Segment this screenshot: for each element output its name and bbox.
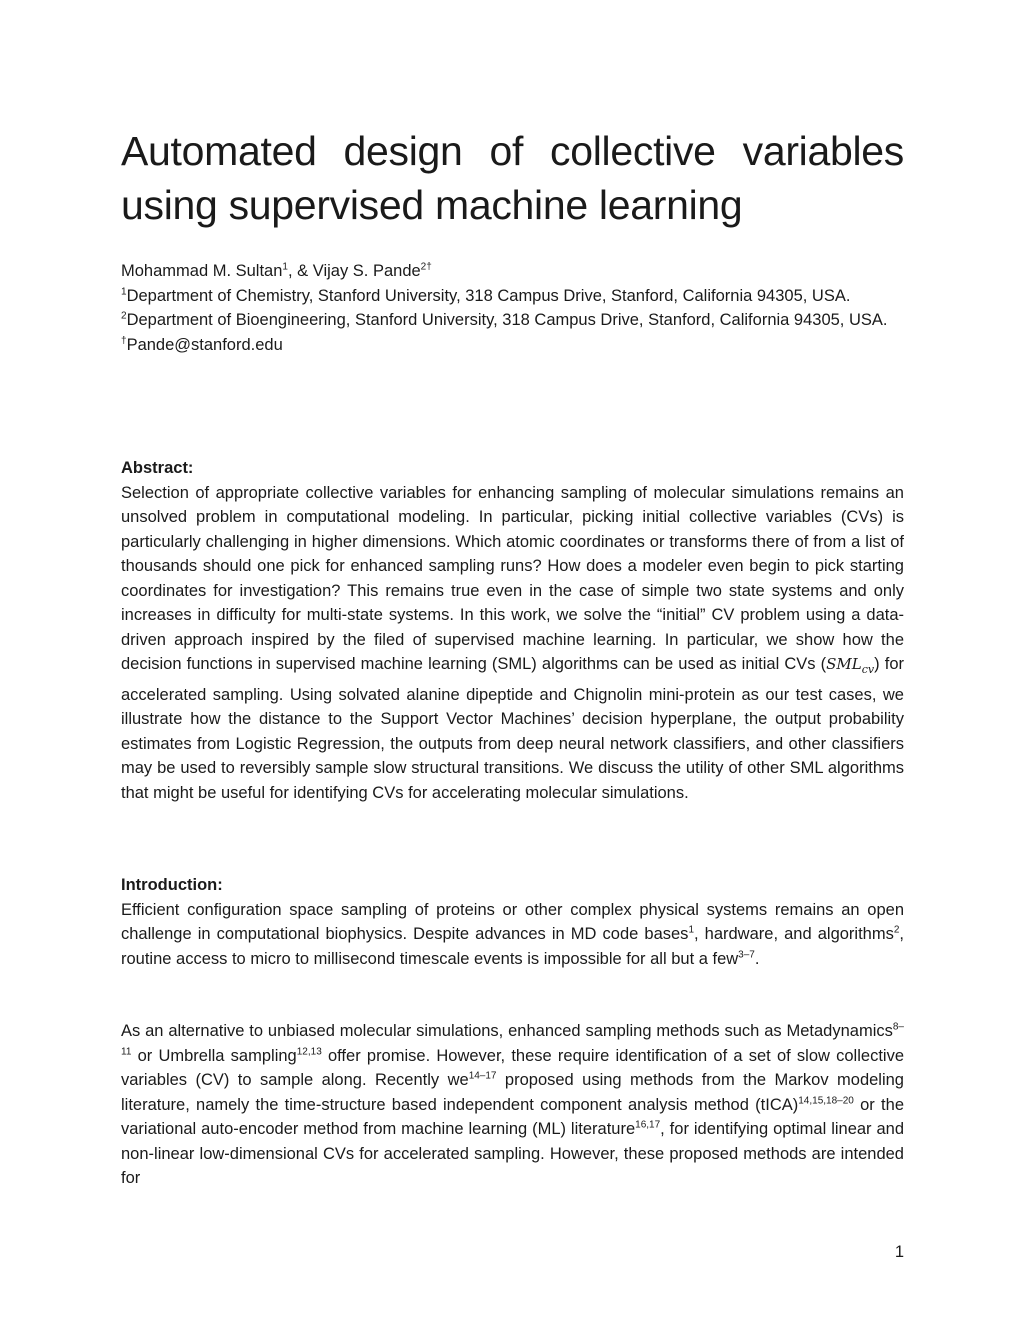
intro-p2-text-c: offer promise. However, these require identification of a set of slow collective variables (CV) to sample along. Recently we bbox=[121, 1046, 904, 1089]
citation-ref: 8–11 bbox=[121, 1021, 904, 1057]
abstract-text-part-2: ) for accelerated sampling. Using solvated alanine dipeptide and Chignolin mini-protein as our test cases, we illustrate how the distance to the Support Vector Machines’ decision hyperplane, the output probability estimates from Logistic Regression, the outputs from deep neural network classifiers, and other classifiers may be used to reversibly sample slow structural transitions. We discuss the utility of other SML algorithms that might be useful for identifying CVs for accelerating molecular simulations. bbox=[121, 655, 904, 802]
introduction-section bbox=[121, 873, 904, 971]
contact-email-line bbox=[121, 333, 904, 358]
author-2-affiliation-mark: 2† bbox=[420, 261, 432, 273]
intro-p1-text-a: Efficient configuration space sampling of proteins or other complex physical systems remains an open challenge in computational biophysics. Despite advances in MD code bases bbox=[121, 900, 904, 943]
affiliation-2-text: Department of Bioengineering, Stanford University, 318 Campus Drive, Stanford, California 94305, USA. bbox=[126, 311, 888, 329]
title-line-2: using supervised machine learning bbox=[121, 182, 743, 228]
abstract-text bbox=[121, 481, 904, 806]
email-mark: † bbox=[121, 335, 127, 346]
citation-ref: 2 bbox=[893, 924, 900, 936]
citation-ref: 14,15,18–20 bbox=[798, 1095, 854, 1106]
abstract-text-part-1: Selection of appropriate collective variables for enhancing sampling of molecular simulations remains an unsolved problem in computational modeling. In particular, picking initial collective variables (CVs) is particularly challenging in higher dimensions. Which atomic coordinates or transforms there of from a list of thousands should one pick for enhanced sampling runs? How does a modeler even begin to pick starting coordinates for investigation? This remains true even in the case of simple two state systems and only increases in difficulty for multi-state systems. In this work, we solve the “initial” CV problem using a data-driven approach inspired by the filed of supervised machine learning. In particular, we show how the decision functions in supervised machine learning (SML) algorithms can be used as initial CVs ( bbox=[121, 483, 904, 673]
author-1-affiliation-mark: 1 bbox=[282, 261, 288, 273]
citation-ref: 14–17 bbox=[468, 1070, 497, 1082]
introduction-paragraph-2 bbox=[121, 1019, 904, 1191]
citation-ref: 1 bbox=[688, 924, 694, 936]
math-subscript: cv bbox=[861, 663, 875, 676]
introduction-paragraph-1 bbox=[121, 898, 904, 972]
affiliation-2 bbox=[121, 308, 904, 333]
author-line bbox=[121, 259, 904, 284]
title-line-1: Automated design of collective variables bbox=[121, 128, 904, 174]
citation-ref: 3–7 bbox=[738, 949, 755, 960]
paper-title bbox=[121, 124, 904, 232]
abstract-heading: Abstract: bbox=[121, 459, 194, 477]
intro-p1-text-b: , hardware, and algorithms bbox=[694, 925, 894, 943]
page-number: 1 bbox=[894, 1243, 904, 1261]
paper-page bbox=[121, 0, 904, 1325]
citation-ref: 12,13 bbox=[296, 1046, 322, 1057]
intro-p2-text-a: As an alternative to unbiased molecular simulations, enhanced sampling methods such as Metadynamics bbox=[121, 1022, 893, 1040]
introduction-heading: Introduction: bbox=[121, 876, 223, 894]
introduction-paragraph-2-block bbox=[121, 1019, 904, 1191]
intro-p1-text-d: . bbox=[754, 949, 760, 968]
intro-p1-text-c: , routine access to micro to millisecond timescale events is impossible for all but a few bbox=[121, 925, 904, 968]
intro-p2-text-d: proposed using methods from the Markov modeling literature, namely the time-structure based independent component analysis method (tICA) bbox=[121, 1071, 904, 1114]
author-separator: , & bbox=[287, 262, 313, 280]
author-1-name: Mohammad M. Sultan bbox=[121, 262, 283, 280]
contact-email[interactable]: Pande@stanford.edu bbox=[126, 335, 283, 354]
intro-p2-text-e: or the variational auto-encoder method from machine learning (ML) literature bbox=[121, 1095, 904, 1138]
author-2-name: Vijay S. Pande bbox=[312, 262, 421, 280]
math-sml-cv bbox=[826, 655, 875, 676]
intro-p2-text-b: or Umbrella sampling bbox=[131, 1046, 297, 1065]
citation-ref: 16,17 bbox=[635, 1119, 661, 1131]
abstract-section bbox=[121, 456, 904, 805]
math-main: SML bbox=[826, 655, 862, 673]
intro-p2-text-f: , for identifying optimal linear and non-linear low-dimensional CVs for accelerated sampling. However, these proposed methods are intended for bbox=[121, 1120, 905, 1187]
affiliation-1-mark: 1 bbox=[121, 286, 127, 297]
affiliation-2-mark: 2 bbox=[121, 310, 127, 322]
author-block bbox=[121, 259, 904, 357]
affiliation-1 bbox=[121, 284, 904, 309]
affiliation-1-text: Department of Chemistry, Stanford University, 318 Campus Drive, Stanford, California 94305, USA. bbox=[126, 286, 851, 305]
